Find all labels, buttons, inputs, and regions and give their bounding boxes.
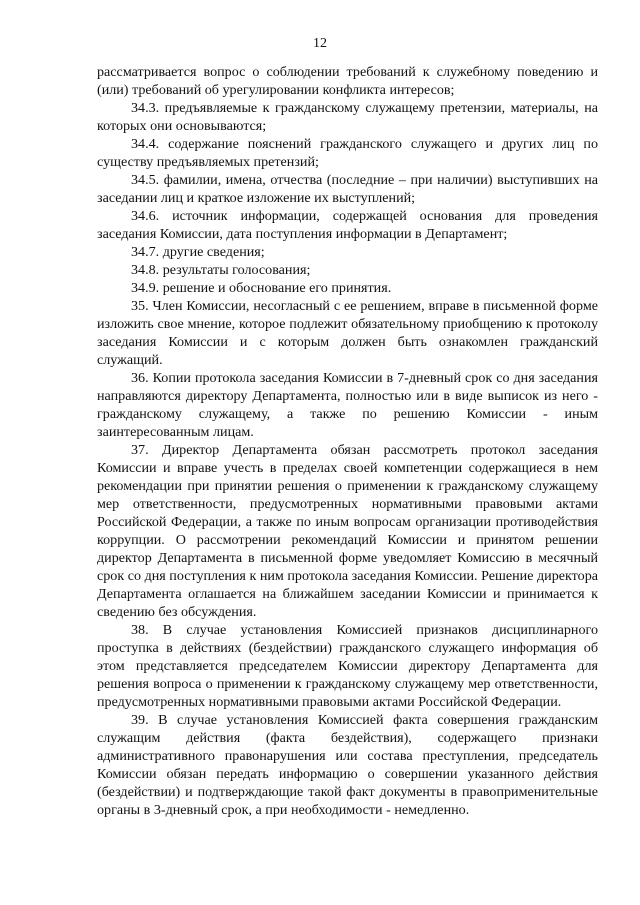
clause-37: 37. Директор Департамента обязан рассмотреть протокол заседания Комиссии и вправе учесть в пределах своей компетенции содержащиеся в нем рекомендации при принятии решения о применении к гражданскому служащему мер ответственности, предусмотренных нормативными правовыми актами Российской Федерации, а также по иным вопросам организации противодействия коррупции. О рассмотрении рекомендаций Комиссии и принятом решении директор Департамента в письменной форме уведомляет Комиссию в месячный срок со дня поступления к ним протокола заседания Комиссии. Решение директора Департамента оглашается на ближайшем заседании Комиссии и принимается к сведению без обсуждения. xyxy=(97,442,598,620)
clause-36: 36. Копии протокола заседания Комиссии в 7-дневный срок со дня заседания направляются директору Департамента, полностью или в виде выписок из него - гражданскому служащему, а также по решению Комиссии - иным заинтересованным лицам. xyxy=(97,370,598,440)
clause-34-4: 34.4. содержание пояснений гражданского служащего и других лиц по существу предъявляемых претензий; xyxy=(97,136,598,170)
document-body xyxy=(97,63,598,819)
clause-34-5: 34.5. фамилии, имена, отчества (последние – при наличии) выступивших на заседании лиц и краткое изложение их выступлений; xyxy=(97,172,598,206)
clause-34-6: 34.6. источник информации, содержащей основания для проведения заседания Комиссии, дата поступления информации в Департамент; xyxy=(97,208,598,242)
clause-38: 38. В случае установления Комиссией признаков дисциплинарного проступка в действиях (бездействии) гражданского служащего информация об этом представляется председателем Комиссии директору Департамента для решения вопроса о применении к гражданскому служащему мер ответственности, предусмотренных нормативными правовыми актами Российской Федерации. xyxy=(97,622,598,710)
paragraph-continuation: рассматривается вопрос о соблюдении требований к служебному поведению и (или) требований об урегулировании конфликта интересов; xyxy=(97,64,598,98)
clause-34-9: 34.9. решение и обоснование его принятия. xyxy=(131,280,392,296)
clause-39: 39. В случае установления Комиссией факта совершения гражданским служащим действия (факта бездействия), содержащего признаки административного правонарушения или состава преступления, председатель Комиссии обязан передать информацию о совершении указанного действия (бездействии) и подтверждающие такой факт документы в правоприменительные органы в 3-дневный срок, а при необходимости - немедленно. xyxy=(97,712,598,818)
clause-34-3: 34.3. предъявляемые к гражданскому служащему претензии, материалы, на которых они основываются; xyxy=(97,100,598,134)
clause-34-7: 34.7. другие сведения; xyxy=(131,244,265,260)
clause-34-8: 34.8. результаты голосования; xyxy=(131,262,311,278)
clause-35: 35. Член Комиссии, несогласный с ее решением, вправе в письменной форме изложить свое мнение, которое подлежит обязательному приобщению к протоколу заседания Комиссии и с которым должен быть ознакомлен гражданский служащий. xyxy=(97,298,598,368)
page-number: 12 xyxy=(313,36,327,51)
